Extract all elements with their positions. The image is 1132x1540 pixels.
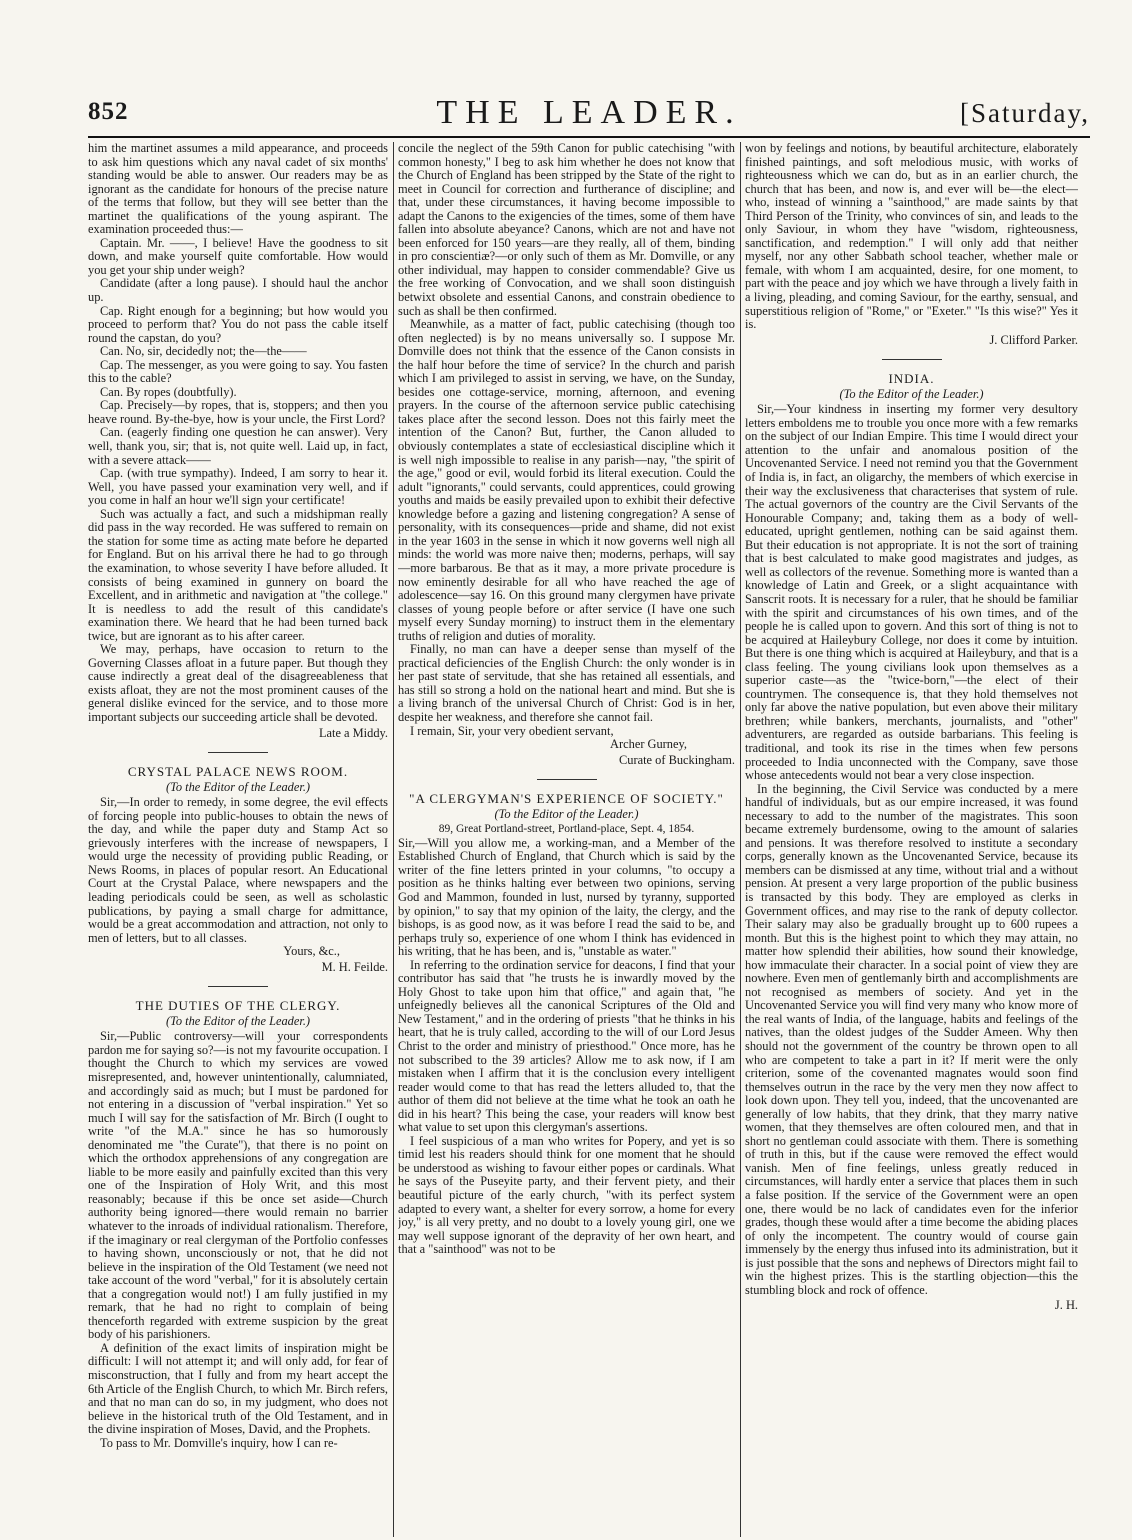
dialogue-line: Cap. (with true sympathy). Indeed, I am sorry to hear it. Well, you have passed your examination very well, and if you come in half an hour we'll sign your certificate! xyxy=(88,466,388,508)
article-paragraph: Meanwhile, as a matter of fact, public catechising (though too often neglected) is by no means universally so. I suppose Mr. Domville does not think that the essence of the Canon consists in the half hour before the time of service? In the church and parish which I am privileged to assist in serving, we have, on the Sunday, besides one cottage-service, morning, afternoon, and evening prayers. In the course of the afternoon service public catechising takes place after the second lesson. Does not this fairly meet the intention of the Canon? But, further, the Canon alluded to obviously contemplates a state of ecclesiastical discipline which it is well nigh impossible to realise in any parish—nay, "the spirit of the age," good or evil, would forbid its literal execution. Could the adult "ignorants," could servants, could apprentices, could growing youths and maids be easily prevailed upon to exhibit their defective knowledge before a gazing and listening congregation? A sense of personality, with its consequences—pride and shame, did not exist in the year 1603 in the sense in which it now governs well nigh all minds: the world was more naive then; moderns, perhaps, will say—more barbarous. Be that as it may, a more private procedure is now eminently desirable for all who have reached the age of adolescence—say 16. On this ground many clergymen have private classes of young people before or after service (I have one such myself every Sunday morning) to instruct them in the elementary truths of religion and duties of morality. xyxy=(398,317,735,643)
section-rule xyxy=(208,752,268,753)
column-1 xyxy=(88,142,388,1537)
section-rule xyxy=(537,779,597,780)
letter-address: 89, Great Portland-street, Portland-place, Sept. 4, 1854. xyxy=(438,823,695,836)
section-rule xyxy=(882,359,942,360)
article-paragraph: A definition of the exact limits of inspiration might be difficult: I will not attempt it; and will only add, for fear of misconstruction, that I fully and from my heart accept the 6th Article of the English Church, to which Mr. Birch refers, and that no man can do so, in my judgment, who does not believe in the historical truth of the Old Testament, and in the divine inspiration of Moses, David, and the Prophets. xyxy=(88,1340,388,1437)
section-heading: CRYSTAL PALACE NEWS ROOM. xyxy=(127,764,349,780)
dialogue-line: Candidate (after a long pause). I should haul the anchor up. xyxy=(88,276,388,305)
paper-title: THE LEADER. xyxy=(436,94,742,131)
signature: Curate of Buckingham. xyxy=(619,752,735,767)
signature: Late a Middy. xyxy=(318,725,388,740)
column-2 xyxy=(398,142,735,1537)
page-number: 852 xyxy=(88,98,129,125)
masthead-rule xyxy=(88,136,1090,138)
article-paragraph: Sir,—Will you allow me, a working-man, and a Member of the Established Church of England, that Church which is said by the writer of the fine letters printed in your columns, "to occupy a position as he thinks halting ever between two opinions, serving God and Mammon, founded in lust, nursed by tyranny, supported by opinion," to say that my opinion of the laity, the clergy, and the bishops, is as good now, as it was before I read the said to be, and perhaps truly so, experience of one whom I think has evidenced in his writing, that he has been, and is, "unstable as water." xyxy=(398,835,735,959)
article-paragraph: We may, perhaps, have occasion to return to the Governing Classes afloat in a future paper. But though they cause indirectly a great deal of the disagreeableness that exists afloat, they are not the most prominent causes of the general dislike evinced for the service, and to those more important subjects our succeeding article shall be devoted. xyxy=(88,642,388,724)
dialogue-line: Cap. The messenger, as you were going to say. You fasten this to the cable? xyxy=(88,357,388,386)
signature: J. Clifford Parker. xyxy=(989,332,1078,347)
article-paragraph: concile the neglect of the 59th Canon for public catechising "with common honesty," I beg to ask him whether he does not know that the Church of England has been stripped by the State of the right to meet in Council for correction and furtherance of discipline; and that, under these circumstances, it having become impossible to adapt the Canons to the exigencies of the times, some of them have fallen into absolute abeyance? Canons, which are not and have not been enforced for 150 years—are they really, all of them, binding in pro conscientiæ?—or only such of them as Mr. Domville, or any other individual, may happen to consider commendable? Give us the free working of Convocation, and we shall soon distinguish betwixt obsolete and essential Canons, and constrain obedience to such as shall be then confirmed. xyxy=(398,142,735,318)
dialogue-line: Can. (eagerly finding one question he can answer). Very well, thank you, sir; that is, not quite well. Laid up, in fact, with a severe attack—— xyxy=(88,425,388,467)
dialogue-line: Can. No, sir, decidedly not; the—the—— xyxy=(100,344,307,359)
article-paragraph: Sir,—Your kindness in inserting my former very desultory letters emboldens me to trouble you once more with a few remarks on the subject of our Indian Empire. This time I would direct your attention to the unfair and anomalous position of the Uncovenanted Service. I need not remind you that the Government of India is, in fact, an oligarchy, the members of which exercise in their way the exclusiveness that characterises that system of rule. The actual governors of the country are the Civil Servants of the Honourable Company; and, taking them as a body of well-educated, upright gentlemen, nothing can be said against them. But their education is not appropriate. It is not the sort of training that is best calculated to make good magistrates and judges, as well as collectors of the revenue. Something more is wanted than a knowledge of Latin and Greek, or a slight acquaintance with Sanscrit roots. It is necessary for a ruler, that he should be familiar with the spirit and circumstances of his own times, and of the people he is called upon to govern. And this sort of thing is not to be acquired at Haileybury College, nor does it come by intuition. But there is one thing which is acquired at Haileybury, and that is a class feeling. The young civilians look upon themselves as a superior caste—as the "twice-born,"—the elect of their countrymen. The consequence is, that they hold themselves not only far above the native population, but even above their military brethren; while bankers, merchants, journalists, and "other" adventurers, are regarded as outside barbarians. This feeling is traditional, and took its rise in the times when few persons proceeded to India unconnected with the Company, save those whose antecedents would not bear a very close inspection. xyxy=(745,402,1078,783)
section-rule xyxy=(208,986,268,987)
column-rule xyxy=(393,142,394,1537)
section-subheading: (To the Editor of the Leader.) xyxy=(839,386,984,401)
article-paragraph: him the martinet assumes a mild appearance, and proceeds to ask him questions which any naval cadet of six months' standing would be able to answer. Our readers may be as ignorant as the candidate for honours of the precise nature of the terms that follow, but they will see better than the martinet the qualifications of the young aspirant. The examination proceeded thus:— xyxy=(88,142,388,237)
section-heading: INDIA. xyxy=(888,371,935,387)
article-paragraph: In referring to the ordination service for deacons, I find that your contributor has said that "he trusts he is inwardly moved by the Holy Ghost to take upon him that office," and again that, "he unfeignedly believes all the canonical Scriptures of the Old and New Testament," and in the ordering of priests "that he thinks in his heart, that he is truly called, according to the will of our Lord Jesus Christ to the order and ministry of priesthood." Once more, has he not subscribed to the 39 articles? Allow me to ask now, if I am mistaken when I affirm that it is the conclusion every intelligent reader would come to that has read the letters alluded to, that the author of them did not believe at the time what he took an oath he did in his heart? This being the case, your readers will know best what value to set upon this clergyman's assertions. xyxy=(398,957,735,1135)
masthead xyxy=(88,94,1090,138)
signature: M. H. Feilde. xyxy=(321,959,388,974)
column-rule xyxy=(740,142,741,1537)
section-heading: "A CLERGYMAN'S EXPERIENCE OF SOCIETY." xyxy=(409,791,724,807)
section-subheading: (To the Editor of the Leader.) xyxy=(494,806,639,821)
column-3 xyxy=(745,142,1078,1537)
signature: Yours, &c., xyxy=(283,944,340,959)
article-paragraph: Sir,—In order to remedy, in some degree, the evil effects of forcing people into public-houses to obtain the news of the day, and while the paper duty and Stamp Act so grievously interferes with the increase of newspapers, I would urge the necessity of providing public Reading, or News Rooms, in places of popular resort. An Educational Court at the Crystal Palace, where newspapers and the leading periodicals could be seen, as well as scholastic publications, by paying a small charge for admittance, would be a great accommodation and attraction, not only to men of letters, but to all classes. xyxy=(88,795,388,945)
dateline: [Saturday, xyxy=(960,98,1090,128)
signature: Archer Gurney, xyxy=(610,737,687,752)
section-subheading: (To the Editor of the Leader.) xyxy=(165,779,311,794)
dialogue-line: Captain. Mr. ——, I believe! Have the goodness to sit down, and make yourself quite comfortable. How would you get your ship under weigh? xyxy=(88,235,388,277)
dialogue-line: Cap. Right enough for a beginning; but how would you proceed to perform that? You do not pass the cable itself round the capstan, do you? xyxy=(88,303,388,345)
article-paragraph: Such was actually a fact, and such a midshipman really did pass in the way recorded. He was suffered to remain on the station for some time as acting mate before he departed for England. But on his arrival there he had to go through the examination, to whose severity I have before alluded. It consists of being examined in gunnery on board the Excellent, and in arithmetic and navigation at "the college." It is needless to add the result of this candidate's examination there. We heard that he had been turned back twice, but are ignorant as to his after career. xyxy=(88,506,388,643)
section-heading: THE DUTIES OF THE CLERGY. xyxy=(135,998,341,1014)
article-paragraph: Finally, no man can have a deeper sense than myself of the practical deficiencies of the English Church: the only wonder is in her past state of servitude, that she has retained all essentials, and has still so strong a hold on the national heart and mind. But she is a living branch of the universal Church of Christ: God is in her, despite her weakness, and therefore she cannot fail. xyxy=(398,642,735,724)
article-paragraph: I feel suspicious of a man who writes for Popery, and yet is so timid lest his readers should think for one moment that he should be understood as wishing to favour either popes or cardinals. What he says of the Puseyite party, and their fervent piety, and their beautiful picture of the early church, "with its perfect system adapted to every want, a shelter for every sorrow, a home for every joy," is all very pretty, and no doubt to a lovely young girl, one we may well suppose ignorant of the depravity of her own heart, and that a "sainthood" was not to be xyxy=(398,1133,735,1257)
dialogue-line: Cap. Precisely—by ropes, that is, stoppers; and then you heave round. By-the-bye, how is your uncle, the First Lord? xyxy=(88,398,388,426)
article-paragraph: Sir,—Public controversy—will your correspondents pardon me for saying so?—is not my favourite occupation. I thought the Church to which my services are vowed misrepresented, and, however unintentionally, calumniated, and accordingly said as much; but I must be pardoned for not entering in a discussion of "verbal inspiration." Yet so much I will say for the satisfaction of Mr. Birch (I ought to write "of the M.A." since he has so humorously denominated me "the Curate"), that there is no point on which the orthodox apprehensions of any congregation are liable to be more easily and painfully excited than this very one of the Inspiration of Holy Writ, and this most reasonably; because if this be once set aside—Church authority being ignored—there would remain no barrier whatever to the inroads of individual rationalism. Therefore, if the imaginary or real clergyman of the Portfolio confesses to having shown, unconsciously or not, that he did not believe in the inspiration of the Old Testament (we need not take account of the word "verbal," for it is absolutely certain that a congregation would not!) I am fully justified in my remark, that he had no right to complain of being thenceforth regarded with extreme suspicion by the great body of his parishioners. xyxy=(88,1029,388,1342)
article-paragraph: I remain, Sir, your very obedient servant, xyxy=(410,723,614,738)
article-paragraph: In the beginning, the Civil Service was conducted by a mere handful of individuals, but as our empire increased, it was found necessary to add to the number of the magistrates. This soon became extremely burdensome, owing to the amount of salaries and pensions. It was therefore resolved to institute a secondary corps, generally known as the Uncovenanted Service, because its members can be dismissed at any time, without trial and a without pension. At present a very large proportion of the public business is transacted by this body. They are employed as clerks in Government offices, and may rise to the rank of deputy collector. Their salary may also be gradually brought up to 600 rupees a month. But this is the highest point to which they may attain, no matter how splendid their abilities, how sound their knowledge, how immaculate their character. In a social point of view they are nowhere. Even men of gentlemanly birth and accomplishments are not recognised as members of society. And yet in the Uncovenanted Service you will find very many who know more of the real wants of India, of the language, habits and feelings of the natives, than the oldest judges of the Sudder Ameen. Why then should not the government of the country be thrown open to all who are competent to take a part in it? If merit were the only criterion, some of the covenanted magnates would soon find themselves outrun in the race by the very men they now affect to look down upon. They tell you, indeed, that the uncovenanted are generally of low habits, that they drink, that they marry native women, that they themselves are often coloured men, and that in short no gentleman could associate with them. There is something of truth in this, but if the cause were removed the effect would vanish. Men of fine feelings, unless greatly reduced in circumstances, will hardly enter a service that places them in such a false position. If the service of the Government were an open one, there would be no lack of candidates even for the inferior grades, though these would after a time become the abiding places of only the incompetent. The country would of course gain immensely by the energy thus infused into its administration, but it is just possible that the sons and nephews of Directors might fail to win the highest prizes. This is the startling objection—this the stumbling block and rock of offence. xyxy=(745,781,1078,1297)
section-subheading: (To the Editor of the Leader.) xyxy=(165,1013,311,1028)
signature: J. H. xyxy=(1054,1298,1078,1313)
article-paragraph: won by feelings and notions, by beautiful architecture, elaborately finished paintings, and soft melodious music, with works of righteousness which we can do, but as in an earlier church, the church that has been, and now is, and ever will be—the elect—who, instead of winning a "sainthood," are made saints by that Third Person of the Trinity, who convinces of sin, and leads to the only Saviour, in whom they have "wisdom, righteousness, sanctification, and redemption." I will only add that neither myself, nor any other Sabbath school teacher, whether male or female, with whom I am acquainted, desire, for one moment, to part with the peace and joy which we have through a lively faith in a living, pleading, and coming Saviour, for the earthy, sensual, and superstitious religion of "Rome," or "Exeter." "Is this wise?" Yes it is. xyxy=(745,142,1078,332)
dialogue-line: Can. By ropes (doubtfully). xyxy=(100,384,237,399)
article-paragraph: To pass to Mr. Domville's inquiry, how I can re- xyxy=(100,1435,338,1450)
